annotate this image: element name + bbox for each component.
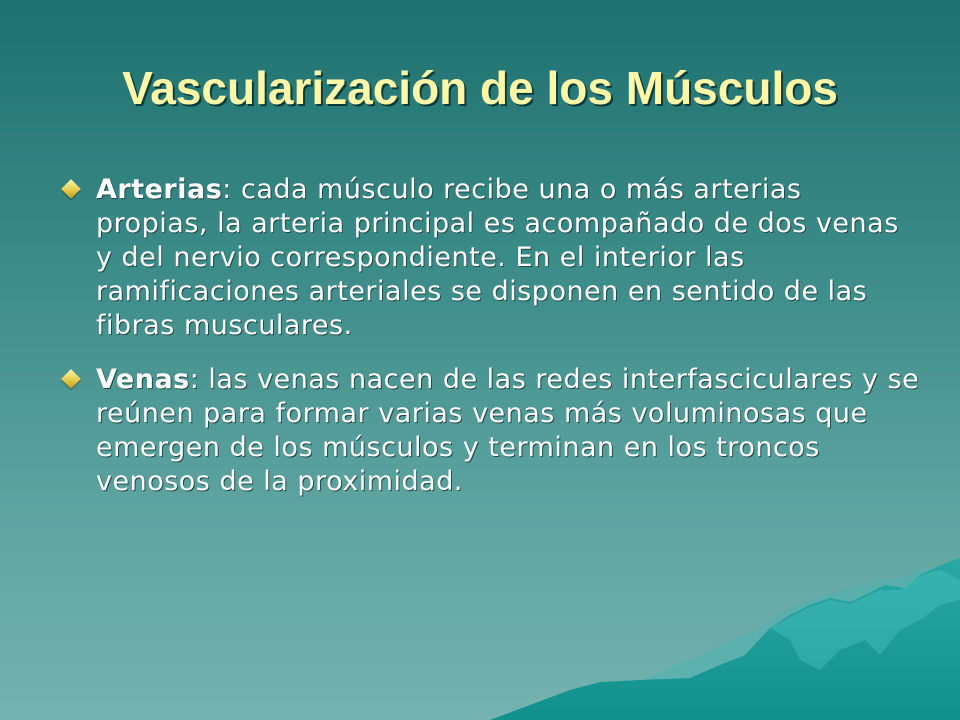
- bullet-text-venas: : las venas nacen de las redes interfasciculares y se reúnen para formar varias venas más voluminosas que emergen de los músculos y terminan en los troncos venosos de la proximidad.: [96, 364, 920, 497]
- bullet-item-arterias: [60, 173, 920, 343]
- slide-title: Vascularización de los Músculos: [122, 62, 838, 114]
- diamond-bullet-icon: [61, 369, 81, 389]
- bullet-item-venas: [60, 363, 920, 499]
- mountain-shape-near: [490, 558, 960, 720]
- mountain-shape-far: [560, 562, 960, 720]
- mountain-highlight: [770, 570, 960, 670]
- term-venas: Venas: [96, 364, 190, 395]
- diamond-bullet-icon: [61, 179, 81, 199]
- bullet-list: [60, 173, 920, 519]
- bullet-text-arterias: : cada músculo recibe una o más arterias propias, la arteria principal es acompañado de dos venas y del nervio correspondiente. En el interior las ramificaciones arteriales se disponen en sentido de las fibras musculares.: [96, 174, 899, 341]
- term-arterias: Arterias: [96, 174, 223, 205]
